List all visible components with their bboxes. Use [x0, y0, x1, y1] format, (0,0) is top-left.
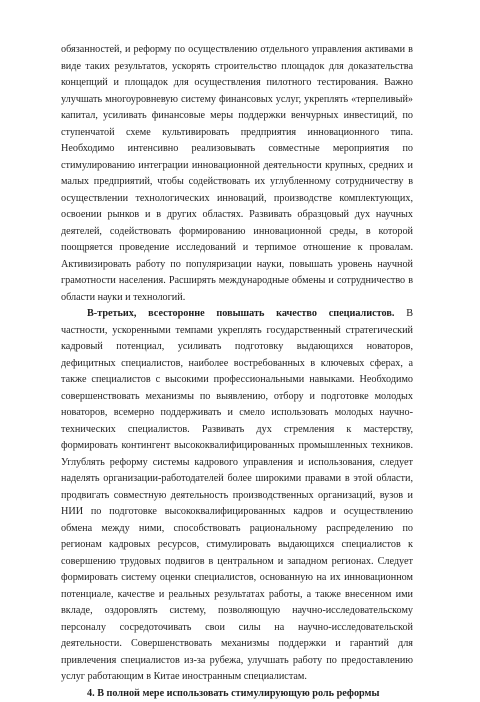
paragraph-lead-heading: В-третьих, всесторонне повышать качество специалистов. — [87, 308, 394, 319]
document-body — [61, 42, 413, 702]
paragraph-continuation: обязанностей, и реформу по осуществлению отдельного управления активами в виде таких результатов, ускорять строительство площадок для доказательства концепций и площадок для осуществления пилотного тестирования. Важно улучшать многоуровневую систему финансовых услуг, укреплять «терпеливый» капитал, усиливать финансовые меры поддержки венчурных инвестиций, по ступенчатой схеме культивировать предприятия инновационного типа. Необходимо интенсивно реализовывать совместные мероприятия по стимулированию интеграции инновационной деятельности крупных, средних и малых предприятий, чтобы содействовать их углубленному сотрудничеству в осуществлении технологических инноваций, производстве комплектующих, освоении рынков и в других областях. Развивать образцовый дух научных деятелей, содействовать формированию инновационной среды, в которой поощряется проведение исследований и терпимое отношение к провалам. Активизировать работу по популяризации науки, повышать уровень научной грамотности населения. Расширять международные обмены и сотрудничество в области науки и технологий. — [61, 42, 413, 306]
paragraph-specialists — [61, 306, 413, 686]
section-heading: 4. В полной мере использовать стимулирующую роль реформы — [61, 686, 413, 702]
paragraph-body-text: В частности, ускоренными темпами укреплять государственный стратегический кадровый потенциал, усиливать подготовку выдающихся новаторов, дефицитных специалистов, наиболее востребованных в ключевых сферах, а также специалистов с высокими профессиональными навыками. Необходимо совершенствовать механизмы по выявлению, отбору и подготовке молодых новаторов, всемерно поддерживать и смело использовать молодых научно-технических специалистов. Развивать дух стремления к мастерству, формировать контингент высококвалифицированных промышленных техников. Углублять реформу системы кадрового управления и использования, следует наделять организации-работодателей более широкими правами в этой области, продвигать совместную деятельность производственных организаций, вузов и НИИ по подготовке высококвалифицированных кадров и осуществлению обмена между ними, способствовать рациональному распределению по регионам кадровых ресурсов, стимулировать выдающихся специалистов к совершению трудовых подвигов в центральном и западном регионах. Следует формировать систему оценки специалистов, основанную на их инновационном потенциале, качестве и реальных результатах работы, а также внесенном ими вкладе, оздоровлять систему, позволяющую научно-исследовательскому персоналу сосредоточивать свои силы на научно-исследовательской деятельности. Совершенствовать механизмы поддержки и гарантий для привлечения специалистов из-за рубежа, улучшать работу по предоставлению услуг работающим в Китае иностранным специалистам. — [61, 308, 413, 682]
